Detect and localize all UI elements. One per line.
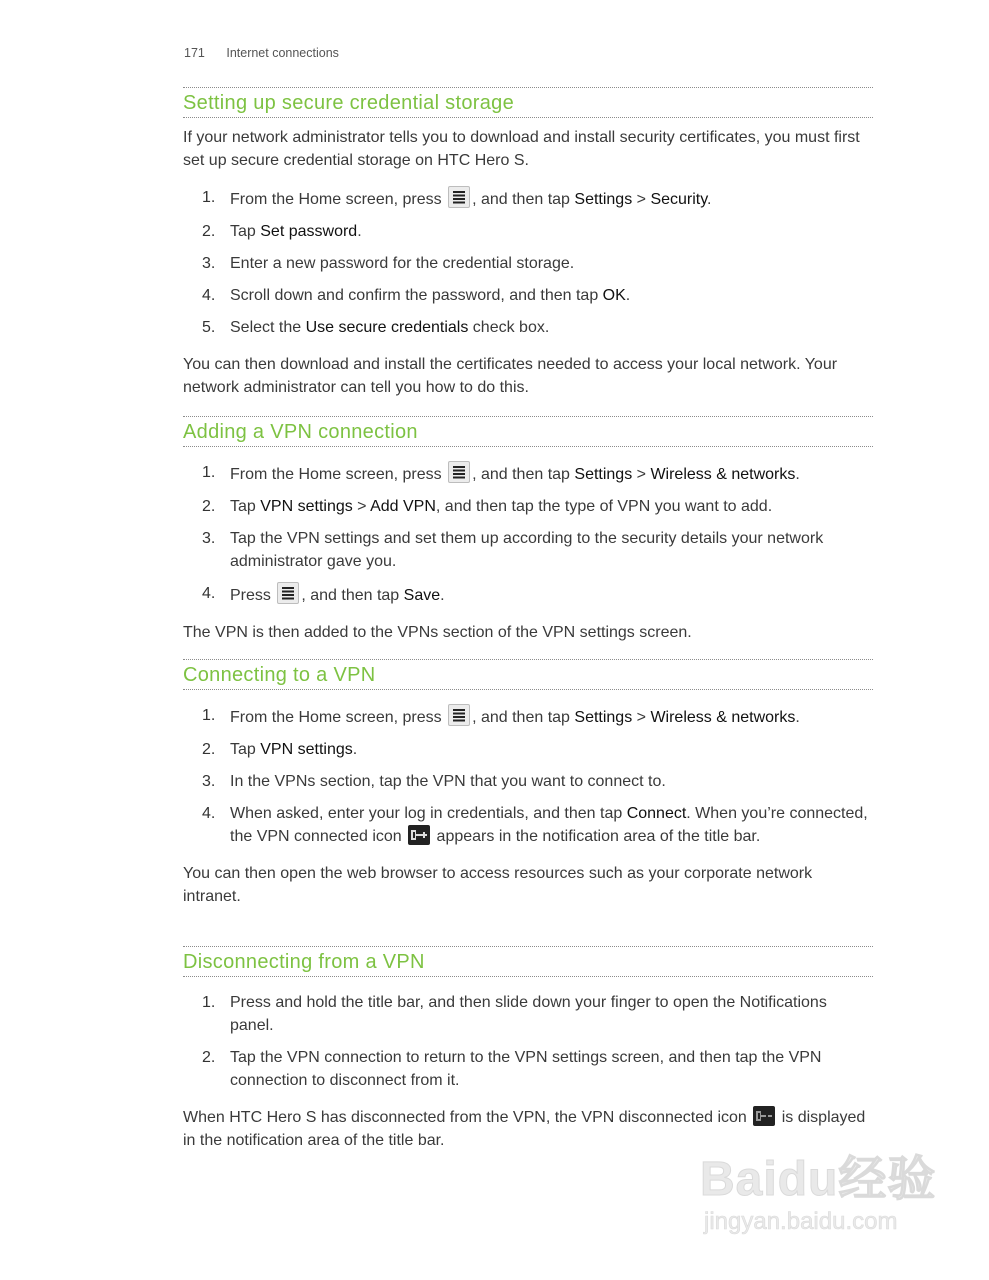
list-item: 1. From the Home screen, press , and then tap Settings > Wireless & networks. bbox=[183, 704, 873, 729]
chapter-title: Internet connections bbox=[226, 46, 339, 60]
list-item: 2. Tap the VPN connection to return to the VPN settings screen, and then tap the VPN connection to disconnect from it. bbox=[202, 1049, 822, 1089]
list-item: 2. Tap Set password. bbox=[202, 223, 362, 240]
vpn-connected-icon bbox=[408, 825, 430, 845]
section-title: Connecting to a VPN bbox=[183, 659, 873, 690]
list-item: 2. Tap VPN settings. bbox=[202, 741, 358, 758]
list-item: 2. Tap VPN settings > Add VPN, and then tap the type of VPN you want to add. bbox=[202, 498, 773, 515]
list-item: 1. From the Home screen, press , and then tap Settings > Wireless & networks. bbox=[183, 461, 873, 486]
outro-paragraph: You can then download and install the certificates needed to access your local network. Your network administrator can tell you how to do this. bbox=[183, 356, 838, 396]
menu-icon bbox=[448, 704, 470, 726]
list-item: 3. In the VPNs section, tap the VPN that you want to connect to. bbox=[202, 773, 666, 790]
outro-paragraph: When HTC Hero S has disconnected from the VPN, the VPN disconnected icon is displayed in the notification area of the title bar. bbox=[183, 1106, 873, 1152]
list-item: 3. Enter a new password for the credential storage. bbox=[202, 255, 575, 272]
list-item: 5. Select the Use secure credentials check box. bbox=[202, 319, 550, 336]
page-number: 171 bbox=[184, 46, 205, 60]
section-title: Setting up secure credential storage bbox=[183, 87, 873, 118]
section-connecting-vpn bbox=[183, 659, 873, 908]
menu-icon bbox=[448, 186, 470, 208]
outro-paragraph: You can then open the web browser to access resources such as your corporate network intranet. bbox=[183, 865, 813, 905]
steps-list bbox=[183, 704, 873, 848]
list-item: 4. Scroll down and confirm the password, and then tap OK. bbox=[202, 287, 631, 304]
section-adding-vpn bbox=[183, 416, 873, 644]
list-item: 1. From the Home screen, press , and then tap Settings > Security. bbox=[183, 186, 873, 211]
watermark-url: jingyan.baidu.com bbox=[704, 1208, 898, 1235]
outro-paragraph: The VPN is then added to the VPNs section of the VPN settings screen. bbox=[183, 624, 692, 641]
list-item: 4. When asked, enter your log in credentials, and then tap Connect. When you’re connected, the VPN connected icon appears in the notification area of the title bar. bbox=[202, 805, 868, 845]
list-item: 3. Tap the VPN settings and set them up according to the security details your network administrator gave you. bbox=[202, 530, 824, 570]
list-item: 4. Press , and then tap Save. bbox=[183, 582, 873, 607]
intro-paragraph: If your network administrator tells you to download and install security certificates, you must first set up secure credential storage on HTC Hero S. bbox=[183, 129, 860, 169]
section-title: Disconnecting from a VPN bbox=[183, 946, 873, 977]
vpn-disconnected-icon bbox=[753, 1106, 775, 1126]
steps-list bbox=[183, 991, 873, 1092]
list-item: 1. Press and hold the title bar, and then slide down your finger to open the Notifications panel. bbox=[202, 994, 827, 1034]
baidu-watermark bbox=[700, 1140, 940, 1250]
steps-list bbox=[183, 461, 873, 607]
menu-icon bbox=[448, 461, 470, 483]
section-disconnecting-vpn bbox=[183, 946, 873, 1152]
section-title: Adding a VPN connection bbox=[183, 416, 873, 447]
watermark-logo: Baidu经验 bbox=[700, 1153, 937, 1206]
page-header bbox=[184, 46, 339, 60]
menu-icon bbox=[277, 582, 299, 604]
steps-list bbox=[183, 186, 873, 339]
section-credential-storage bbox=[183, 87, 873, 399]
